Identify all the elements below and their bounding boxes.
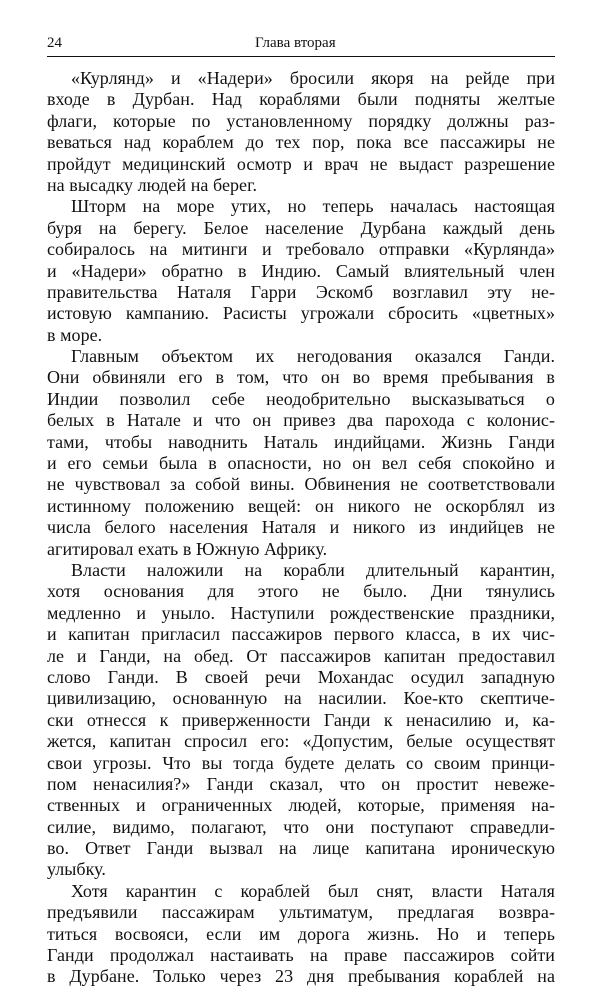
body-text bbox=[47, 68, 555, 988]
text-line: истинному положению вещей: он никого не оскорблял из bbox=[47, 495, 555, 516]
text-line: тами, чтобы наводнить Наталь индийцами. Жизнь Ганди bbox=[47, 431, 555, 452]
text-line: Ганди продолжал настаивать на праве пассажиров сойти bbox=[47, 945, 555, 966]
text-line: предъявили пассажирам ультиматум, предлагая возвра- bbox=[47, 902, 555, 923]
text-line: титься восвояси, если им дорога жизнь. Но и теперь bbox=[47, 923, 555, 944]
book-page bbox=[47, 34, 555, 988]
text-line: входе в Дурбан. Над кораблями были подняты желтые bbox=[47, 89, 555, 110]
text-line: цивилизацию, основанную на насилии. Кое-кто скептиче- bbox=[47, 688, 555, 709]
text-line: свои угрозы. Что вы тогда будете делать со своим принци- bbox=[47, 752, 555, 773]
text-line: Хотя карантин с кораблей был снят, власти Наталя bbox=[71, 880, 555, 901]
text-line: пом ненасилия?» Ганди сказал, что он простит невеже- bbox=[47, 773, 555, 794]
text-line: ственных и ограниченных людей, которые, применяя на- bbox=[47, 795, 555, 816]
text-line: медленно и уныло. Наступили рождественские праздники, bbox=[47, 602, 555, 623]
text-line: истовую кампанию. Расисты угрожали сбросить «цветных» bbox=[47, 303, 555, 324]
text-line: во. Ответ Ганди вызвал на лице капитана ироническую bbox=[47, 838, 555, 859]
text-line: пройдут медицинский осмотр и врач не выдаст разрешение bbox=[47, 153, 555, 174]
text-line: не чувствовал за собой вины. Обвинения не соответствовали bbox=[47, 474, 555, 495]
text-line: Они обвиняли его в том, что он во время пребывания в bbox=[47, 367, 555, 388]
text-line: белых в Натале и что он привез два парохода с колонис- bbox=[47, 410, 555, 431]
text-line: в Дурбане. Только через 23 дня пребывания кораблей на bbox=[47, 966, 555, 987]
text-line: флаги, которые по установленному порядку должны раз- bbox=[47, 110, 555, 131]
text-line: «Курлянд» и «Надери» бросили якоря на рейде при bbox=[71, 68, 555, 88]
text-line: и капитан пригласил пассажиров первого класса, в их чис- bbox=[47, 624, 555, 645]
text-line: Индии позволил себе неодобрительно высказываться о bbox=[47, 388, 555, 409]
text-line: на высадку людей на берег. bbox=[47, 174, 258, 195]
text-line: силие, видимо, полагают, что они поступают справедли- bbox=[47, 816, 555, 837]
chapter-title: Глава вторая bbox=[255, 35, 336, 51]
text-line: и его семьи была в опасности, но он вел себя спокойно и bbox=[47, 453, 555, 474]
text-line: хотя основания для этого не было. Дни тянулись bbox=[47, 581, 555, 602]
text-line: улыбку. bbox=[47, 859, 106, 880]
text-line: Шторм на море утих, но теперь началась настоящая bbox=[71, 196, 555, 217]
text-line: жется, капитан спросил его: «Допустим, белые осуществят bbox=[47, 731, 555, 752]
text-line: правительства Наталя Гарри Эскомб возглавил эту не- bbox=[47, 281, 555, 302]
text-line: слово Ганди. В своей речи Мохандас осудил западную bbox=[47, 666, 555, 687]
page-number: 24 bbox=[47, 35, 62, 51]
text-line: в море. bbox=[47, 324, 103, 345]
text-line: веваться над кораблем до тех пор, пока все пассажиры не bbox=[47, 132, 555, 153]
text-line: числа белого населения Наталя и никого из индийцев не bbox=[47, 517, 555, 538]
page-header bbox=[47, 34, 555, 57]
text-line: Власти наложили на корабли длительный карантин, bbox=[71, 559, 555, 580]
text-line: Главным объектом их негодования оказался Ганди. bbox=[71, 346, 555, 367]
text-line: и «Надери» обратно в Индию. Самый влиятельный член bbox=[47, 260, 555, 281]
text-line: ски отнесся к приверженности Ганди к ненасилию и, ка- bbox=[47, 709, 555, 730]
text-line: агитировал ехать в Южную Африку. bbox=[47, 538, 328, 559]
text-line: ле и Ганди, на обед. От пассажиров капитан предоставил bbox=[47, 645, 555, 666]
text-line: собиралось на митинги и требовало отправки «Курлянда» bbox=[47, 239, 555, 260]
text-line: буря на берегу. Белое население Дурбана каждый день bbox=[47, 217, 555, 238]
